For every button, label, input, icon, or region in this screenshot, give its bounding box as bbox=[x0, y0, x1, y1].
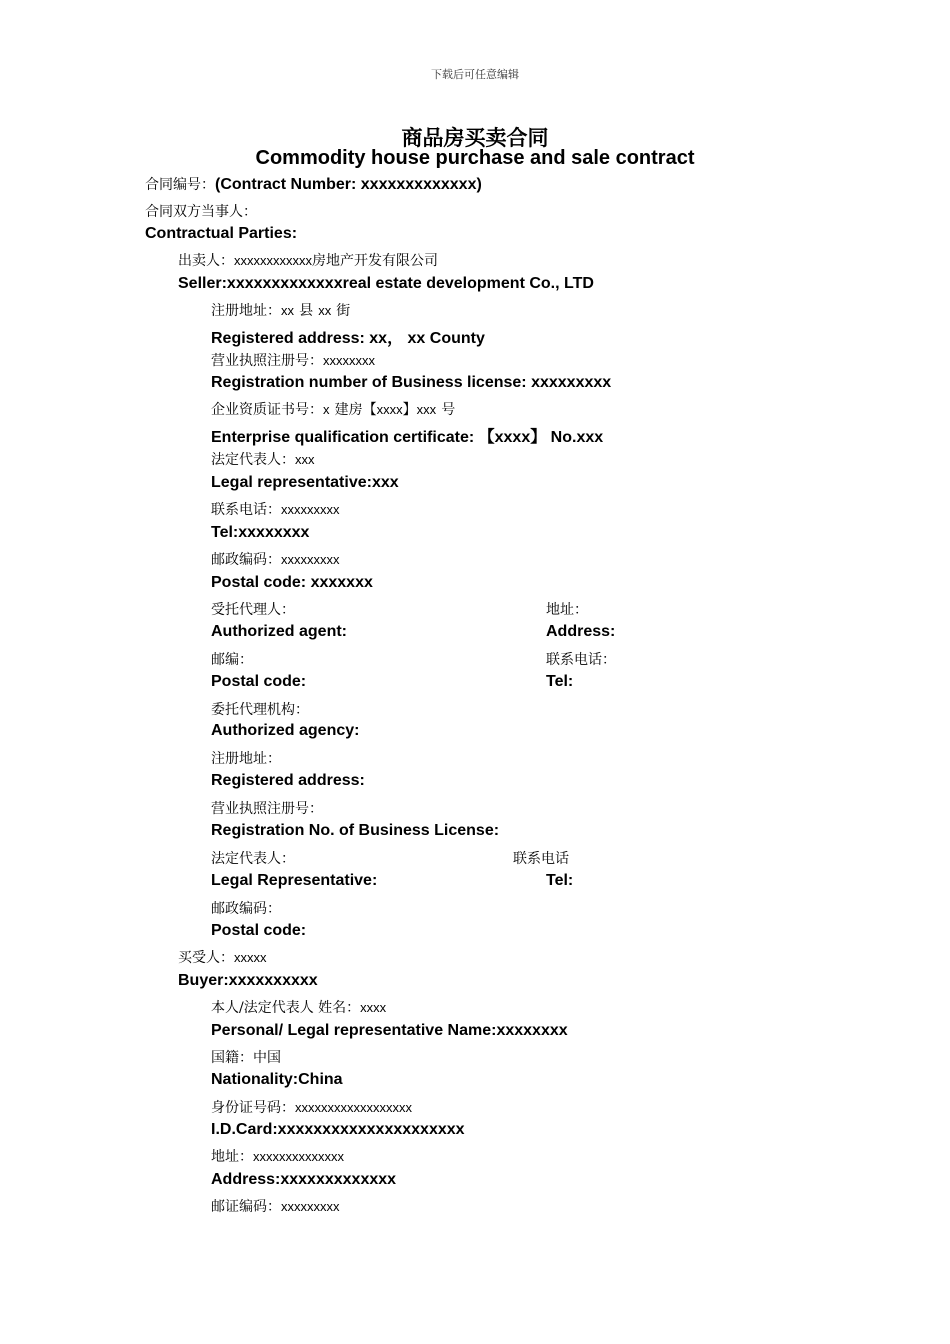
seller-postal-label-cn: 邮政编码： bbox=[211, 552, 281, 568]
seller-legal-label-cn: 法定代表人： bbox=[211, 452, 295, 468]
seller-postal-val-cn: xxxxxxxxx bbox=[281, 552, 340, 567]
buyer-id-cn-line bbox=[211, 1097, 412, 1117]
agency-reg-label-en: Registered address: bbox=[211, 772, 365, 789]
buyer-name-en: Personal/ Legal representative Name:xxxxxxxx bbox=[211, 1022, 568, 1039]
agency-label-en: Authorized agency: bbox=[211, 722, 360, 739]
contract-number-en: (Contract Number: xxxxxxxxxxxxx) bbox=[215, 176, 482, 193]
seller-reg-addr-v1: xx bbox=[281, 303, 294, 318]
agency-postal-label-cn: 邮政编码： bbox=[211, 901, 281, 917]
buyer-address-cn-line bbox=[211, 1146, 344, 1166]
agency-label-cn: 委托代理机构： bbox=[211, 702, 309, 718]
seller-qual-en: Enterprise qualification certificate: 【xxxx】 No.xxx bbox=[211, 429, 604, 446]
seller-qual-label-cn: 企业资质证书号： bbox=[211, 402, 323, 418]
seller-postal-en: Postal code: xxxxxxx bbox=[211, 574, 373, 591]
seller-tel-label-cn: 联系电话： bbox=[211, 502, 281, 518]
seller-tel-en: Tel:xxxxxxxx bbox=[211, 524, 310, 541]
seller-qual-v5: xxx bbox=[416, 402, 437, 417]
seller-en: Seller:xxxxxxxxxxxxxreal estate development Co., LTD bbox=[178, 275, 594, 292]
agent-address-label-cn: 地址： bbox=[546, 602, 588, 618]
buyer-name-label-cn: 本人/法定代表人 姓名： bbox=[211, 1000, 361, 1016]
seller-license-label-cn: 营业执照注册号： bbox=[211, 353, 323, 369]
buyer-cn-line bbox=[178, 947, 267, 967]
agency-license-label-en: Registration No. of Business License: bbox=[211, 822, 500, 839]
seller-legal-cn-line bbox=[211, 449, 315, 469]
agent-tel-label-en: Tel: bbox=[546, 673, 574, 690]
buyer-label-cn: 买受人： bbox=[178, 950, 234, 966]
buyer-address-val-cn: xxxxxxxxxxxxxx bbox=[253, 1149, 344, 1164]
agency-tel-label-en: Tel: bbox=[546, 872, 574, 889]
buyer-name-val-cn: xxxx bbox=[360, 1000, 387, 1015]
seller-tel-cn-line bbox=[211, 499, 340, 519]
seller-reg-addr-v4: 街 bbox=[336, 303, 351, 319]
title-english: Commodity house purchase and sale contract bbox=[255, 147, 695, 169]
agent-label-en: Authorized agent: bbox=[211, 623, 347, 640]
buyer-en: Buyer:xxxxxxxxxx bbox=[178, 972, 318, 989]
seller-license-cn-line bbox=[211, 350, 375, 370]
seller-reg-addr-v3: xx bbox=[318, 303, 332, 318]
agent-tel-label-cn: 联系电话： bbox=[546, 652, 616, 668]
agent-zip-label-en: Postal code: bbox=[211, 673, 307, 690]
seller-reg-addr-label-cn: 注册地址： bbox=[211, 303, 281, 319]
seller-cn-line bbox=[178, 250, 438, 270]
buyer-zip-val-cn: xxxxxxxxx bbox=[281, 1199, 340, 1214]
seller-qual-v4: 】 bbox=[402, 402, 417, 418]
buyer-id-label-cn: 身份证号码： bbox=[211, 1100, 295, 1116]
seller-postal-cn-line bbox=[211, 549, 340, 569]
seller-name-cn: 房地产开发有限公司 bbox=[312, 253, 438, 269]
agent-address-label-en: Address: bbox=[546, 623, 616, 640]
agency-reg-label-cn: 注册地址： bbox=[211, 751, 281, 767]
title-chinese: 商品房买卖合同 bbox=[401, 125, 549, 150]
seller-qual-v2: 建房【 bbox=[334, 402, 377, 418]
buyer-id-en: I.D.Card:xxxxxxxxxxxxxxxxxxxxx bbox=[211, 1121, 465, 1138]
buyer-id-val-cn: xxxxxxxxxxxxxxxxxx bbox=[295, 1100, 412, 1115]
seller-reg-addr-v2: 县 bbox=[299, 303, 314, 319]
seller-qual-v6: 号 bbox=[441, 402, 456, 418]
seller-qual-v1: x bbox=[323, 402, 330, 417]
header-note: 下载后可任意编辑 bbox=[431, 68, 519, 81]
agent-zip-label-cn: 邮编： bbox=[211, 652, 253, 668]
agent-label-cn: 受托代理人： bbox=[211, 602, 295, 618]
agency-license-label-cn: 营业执照注册号： bbox=[211, 801, 323, 817]
buyer-nationality-cn: 国籍：中国 bbox=[211, 1050, 281, 1066]
agency-tel-label-cn: 联系电话 bbox=[513, 851, 569, 867]
agency-legal-label-cn: 法定代表人： bbox=[211, 851, 295, 867]
seller-legal-val-cn: xxx bbox=[295, 452, 315, 467]
seller-name-x: xxxxxxxxxxxx bbox=[234, 253, 312, 268]
buyer-nationality-en: Nationality:China bbox=[211, 1071, 343, 1088]
seller-label-cn: 出卖人： bbox=[178, 253, 234, 269]
contract-number-label-cn: 合同编号： bbox=[145, 177, 215, 193]
seller-qual-cn-line bbox=[211, 399, 455, 419]
seller-qual-v3: xxxx bbox=[376, 402, 403, 417]
buyer-address-label-cn: 地址： bbox=[211, 1149, 253, 1165]
seller-reg-addr-en: Registered address: xx， xx County bbox=[211, 330, 485, 347]
buyer-zip-label-cn: 邮证编码： bbox=[211, 1199, 281, 1215]
contract-number-line bbox=[145, 174, 482, 194]
seller-tel-val-cn: xxxxxxxxx bbox=[281, 502, 340, 517]
parties-cn: 合同双方当事人： bbox=[145, 204, 257, 220]
buyer-zip-cn-line bbox=[211, 1196, 340, 1216]
agency-legal-label-en: Legal Representative: bbox=[211, 872, 378, 889]
seller-license-val-cn: xxxxxxxx bbox=[323, 353, 375, 368]
parties-en: Contractual Parties: bbox=[145, 225, 298, 242]
seller-license-en: Registration number of Business license: xxxxxxxxx bbox=[211, 374, 612, 391]
buyer-address-en: Address:xxxxxxxxxxxxx bbox=[211, 1171, 397, 1188]
buyer-val-cn: xxxxx bbox=[234, 950, 267, 965]
seller-reg-addr-cn-line bbox=[211, 300, 350, 320]
buyer-name-cn-line bbox=[211, 997, 386, 1017]
agency-postal-label-en: Postal code: bbox=[211, 922, 307, 939]
seller-legal-en: Legal representative:xxx bbox=[211, 474, 399, 491]
